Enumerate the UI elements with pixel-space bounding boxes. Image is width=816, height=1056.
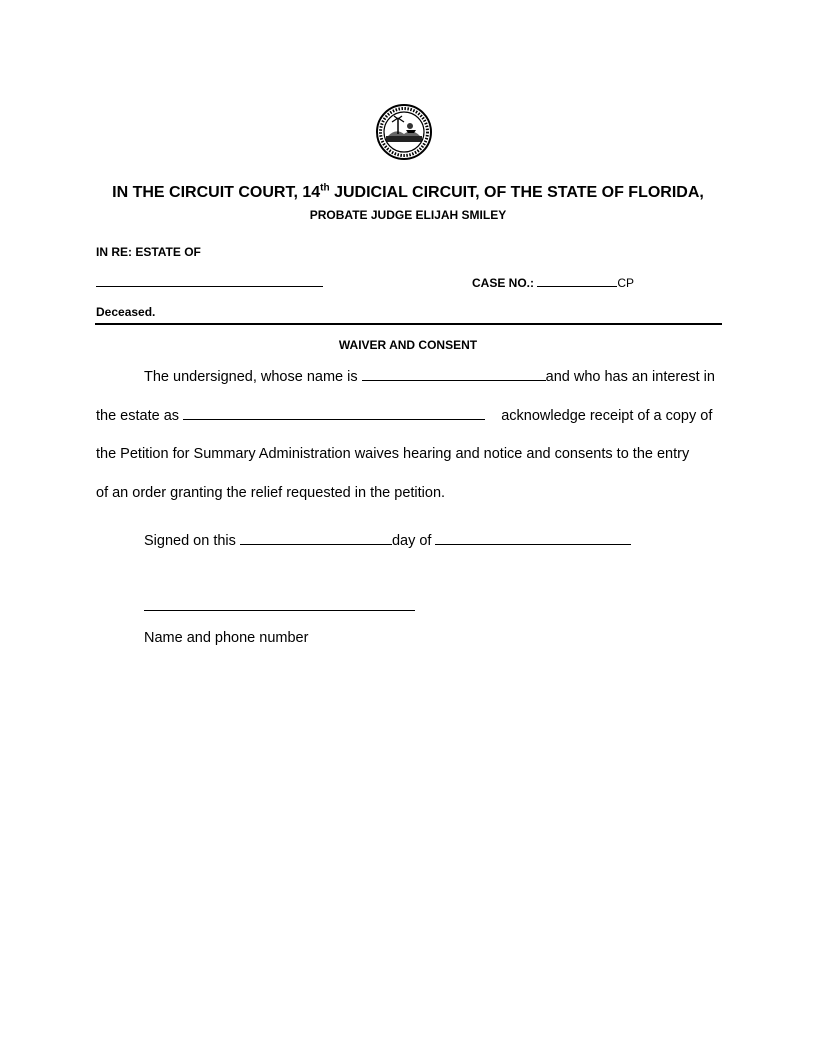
signature-blank[interactable] (144, 598, 415, 615)
body-line-3: the Petition for Summary Administration waives hearing and notice and consents to the entry (96, 446, 690, 462)
case-number-label: CASE NO.: (472, 276, 535, 290)
in-re-label: IN RE: ESTATE OF (96, 245, 201, 259)
signed-line: Signed on this day of (144, 532, 631, 549)
florida-seal-icon (376, 104, 432, 160)
signed-day-blank[interactable] (240, 532, 392, 545)
signature-label: Name and phone number (144, 630, 309, 646)
court-heading: IN THE CIRCUIT COURT, 14th JUDICIAL CIRCUIT, OF THE STATE OF FLORIDA, (112, 182, 704, 201)
case-number-blank[interactable] (537, 274, 617, 287)
signed-month-blank[interactable] (435, 532, 631, 545)
body-line-1: The undersigned, whose name is and who has an interest in (144, 369, 715, 385)
name-blank[interactable] (362, 368, 546, 381)
body-line-4: of an order granting the relief requested in the petition. (96, 485, 446, 501)
judge-name: PROBATE JUDGE ELIJAH SMILEY (309, 208, 507, 222)
caption-divider (95, 323, 722, 325)
case-number-field (472, 274, 634, 290)
interest-blank[interactable] (183, 407, 485, 420)
body-line-2: the estate as acknowledge receipt of a copy of (96, 408, 713, 424)
case-suffix: CP (617, 276, 635, 290)
document-title: WAIVER AND CONSENT (338, 338, 478, 352)
deceased-label: Deceased. (96, 305, 156, 319)
decedent-name-blank[interactable] (96, 274, 323, 290)
